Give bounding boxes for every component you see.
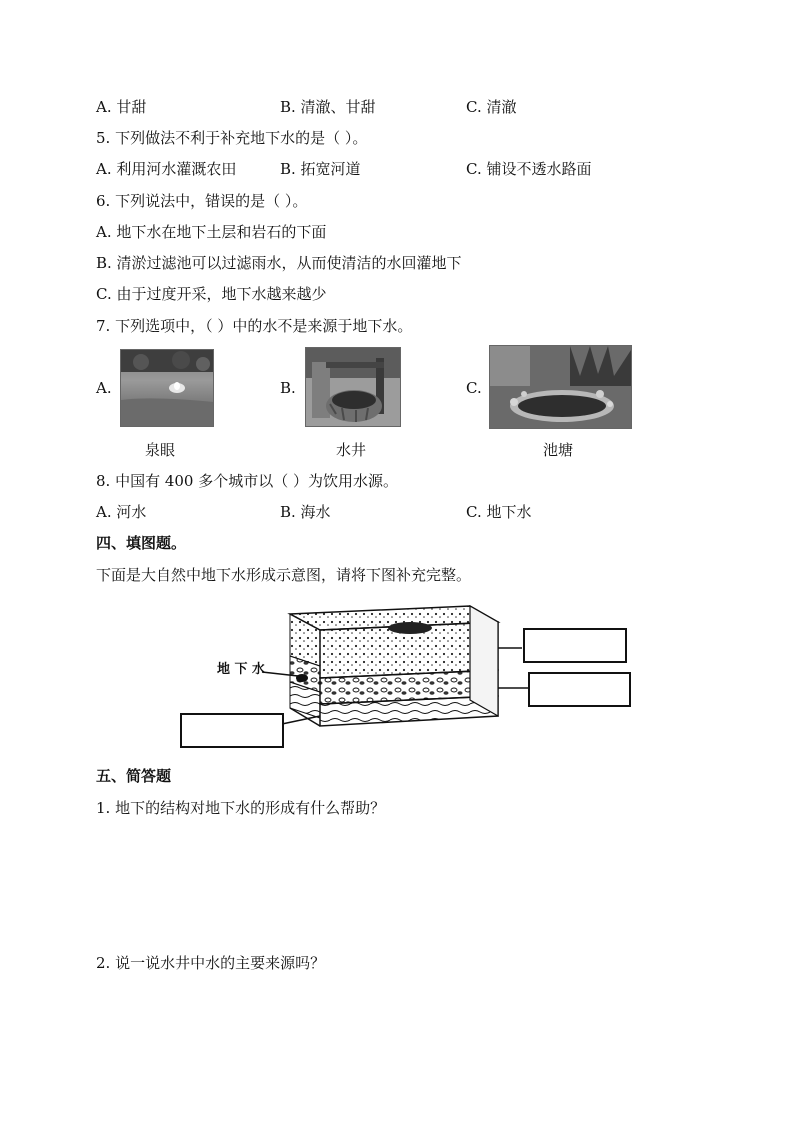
q7-option-c-caption: 池塘 [543, 441, 574, 459]
groundwater-label: 地 下 水 [217, 662, 266, 677]
q5-option-b: B. 拓宽河道 [280, 160, 361, 178]
section4-title: 四、填图题。 [96, 534, 187, 552]
q7-option-b-letter: B. [280, 379, 296, 397]
q6-option-a: A. 地下水在地下土层和岩石的下面 [96, 223, 327, 241]
q4-option-a: A. 甘甜 [96, 98, 147, 116]
q7-option-a-caption: 泉眼 [145, 441, 176, 459]
answer-box-bottom-left[interactable] [180, 713, 284, 748]
answer-box-top-right[interactable] [523, 628, 627, 663]
section5-question-2: 2. 说一说水井中水的主要来源吗？ [96, 954, 326, 972]
q5-stem: 5. 下列做法不利于补充地下水的是（ ）。 [96, 129, 368, 147]
spring-photo [120, 349, 214, 427]
q8-option-c: C. 地下水 [466, 503, 532, 521]
q4-option-b: B. 清澈、甘甜 [280, 98, 376, 116]
q7-option-a-letter: A. [96, 379, 112, 397]
q6-stem: 6. 下列说法中，错误的是（ ）。 [96, 192, 308, 210]
q7-stem: 7. 下列选项中，（ ）中的水不是来源于地下水。 [96, 317, 413, 335]
q8-option-b: B. 海水 [280, 503, 331, 521]
q4-option-c: C. 清澈 [466, 98, 517, 116]
q8-option-a: A. 河水 [96, 503, 147, 521]
q7-option-b-caption: 水井 [336, 441, 367, 459]
section4-instruction: 下面是大自然中地下水形成示意图，请将下图补充完整。 [96, 566, 472, 584]
q5-option-a: A. 利用河水灌溉农田 [96, 160, 237, 178]
well-photo [305, 347, 401, 427]
section5-question-1: 1. 地下的结构对地下水的形成有什么帮助？ [96, 799, 386, 817]
pond-photo [489, 345, 632, 429]
q5-option-c: C. 铺设不透水路面 [466, 160, 592, 178]
q6-option-c: C. 由于过度开采，地下水越来越少 [96, 285, 327, 303]
q7-option-c-letter: C. [466, 379, 482, 397]
section5-title: 五、简答题 [96, 767, 172, 785]
q8-stem: 8. 中国有 400 多个城市以（ ）为饮用水源。 [96, 472, 399, 490]
q6-option-b: B. 清淤过滤池可以过滤雨水，从而使清洁的水回灌地下 [96, 254, 462, 272]
answer-box-middle-right[interactable] [528, 672, 631, 707]
